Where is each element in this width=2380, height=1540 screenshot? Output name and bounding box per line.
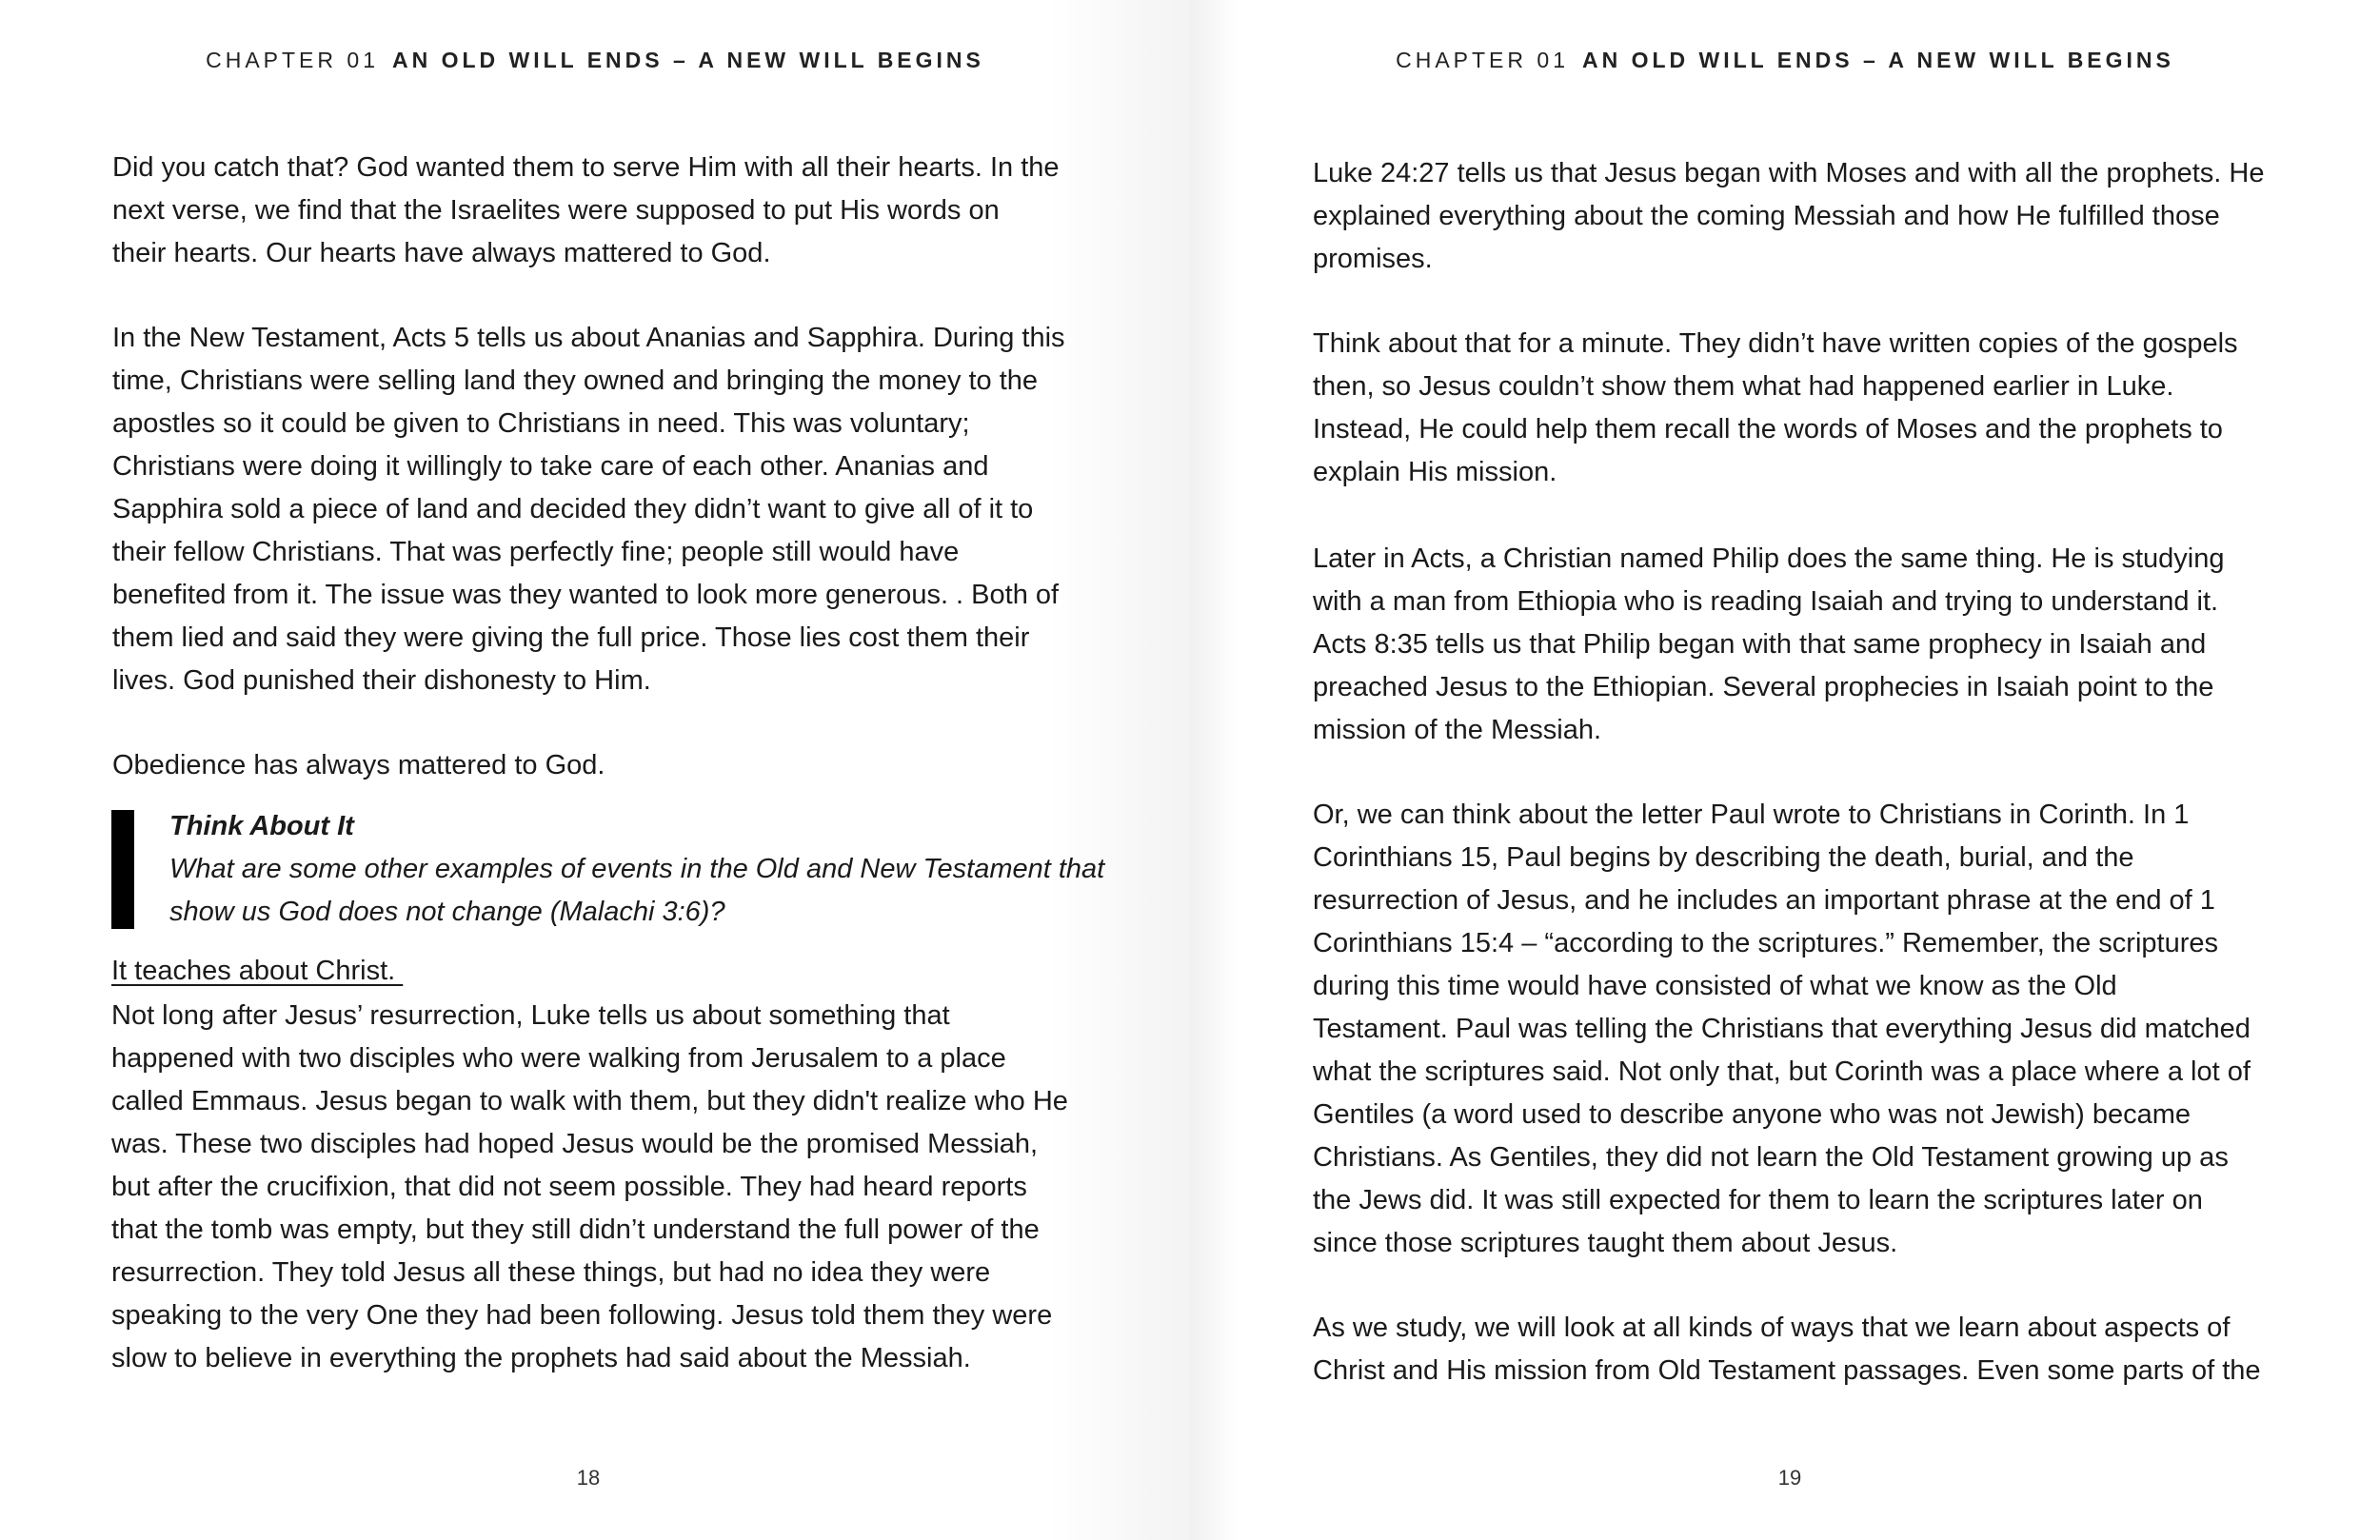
text-line: Sapphira sold a piece of land and decided they didn’t want to give all of it to [112,494,1034,524]
right-page [1190,0,2380,1540]
text-line: during this time would have consisted of what we know as the Old [1313,971,2117,1001]
text-line: Think about that for a minute. They didn’t have written copies of the gospels [1313,328,2238,359]
callout-title: Think About It [169,811,354,841]
text-line: what the scriptures said. Not only that, but Corinth was a place where a lot of [1313,1056,2251,1087]
text-line: resurrection. They told Jesus all these things, but had no idea they were [111,1257,991,1288]
running-header [1190,48,2380,73]
chapter-label: CHAPTER 01 [206,48,379,72]
text-line: lives. God punished their dishonesty to Him. [112,665,651,696]
text-line: promises. [1313,244,1433,274]
text-line: Instead, He could help them recall the words of Moses and the prophets to [1313,414,2223,444]
text-line: As we study, we will look at all kinds of ways that we learn about aspects of [1313,1313,2231,1343]
text-line: explain His mission. [1313,457,1557,487]
text-line: show us God does not change (Malachi 3:6)? [169,897,725,927]
section-subheading: It teaches about Christ. [111,956,404,986]
text-line: Did you catch that? God wanted them to serve Him with all their hearts. In the [112,152,1060,183]
text-line: In the New Testament, Acts 5 tells us about Ananias and Sapphira. During this [112,323,1065,353]
text-line: that the tomb was empty, but they still didn’t understand the full power of the [111,1214,1040,1245]
text-line: them lied and said they were giving the full price. Those lies cost them their [112,622,1030,653]
text-line: their hearts. Our hearts have always mattered to God. [112,238,771,268]
text-line: explained everything about the coming Messiah and how He fulfilled those [1313,201,2220,231]
text-line: benefited from it. The issue was they wanted to look more generous. . Both of [112,580,1060,610]
text-line: mission of the Messiah. [1313,715,1602,745]
text-line: Not long after Jesus’ resurrection, Luke tells us about something that [111,1000,950,1031]
text-line: next verse, we find that the Israelites were supposed to put His words on [112,195,1000,226]
text-line: Christ and His mission from Old Testament passages. Even some parts of the [1313,1355,2261,1386]
text-line: resurrection of Jesus, and he includes an important phrase at the end of 1 [1313,885,2215,916]
paragraph [1313,794,2251,1265]
text-line: slow to believe in everything the prophets had said about the Messiah. [111,1343,971,1373]
text-line: their fellow Christians. That was perfectly fine; people still would have [112,537,960,567]
callout-bar [111,810,134,929]
text-line: What are some other examples of events in the Old and New Testament that [169,854,1105,884]
text-line: time, Christians were selling land they owned and bringing the money to the [112,365,1039,396]
text-line: Later in Acts, a Christian named Philip does the same thing. He is studying [1313,543,2225,574]
text-line: Gentiles (a word used to describe anyone who was not Jewish) became [1313,1099,2192,1130]
paragraph [112,317,1065,702]
text-line: Luke 24:27 tells us that Jesus began with Moses and with all the prophets. He [1313,158,2265,188]
paragraph [111,995,1068,1380]
paragraph [1313,323,2238,494]
text-line: called Emmaus. Jesus began to walk with them, but they didn't realize who He [111,1086,1068,1116]
paragraph [1313,152,2264,281]
text-line: Or, we can think about the letter Paul wrote to Christians in Corinth. In 1 [1313,800,2190,830]
text-line: Christians. As Gentiles, they did not learn the Old Testament growing up as [1313,1142,2229,1173]
text-line: with a man from Ethiopia who is reading Isaiah and trying to understand it. [1313,586,2219,617]
text-line: Corinthians 15:4 – “according to the scriptures.” Remember, the scriptures [1313,928,2218,958]
page-number: 19 [1777,1466,1802,1490]
chapter-label: CHAPTER 01 [1396,48,1569,72]
text-line: then, so Jesus couldn’t show them what had happened earlier in Luke. [1313,371,2174,402]
chapter-title: AN OLD WILL ENDS – A NEW WILL BEGINS [1581,48,2174,72]
text-line: was. These two disciples had hoped Jesus would be the promised Messiah, [111,1129,1039,1159]
callout-text [169,848,1104,934]
paragraph [1313,538,2225,752]
text-line: speaking to the very One they had been following. Jesus told them they were [111,1300,1053,1331]
paragraph [1313,1307,2261,1392]
paragraph [112,744,605,787]
think-about-it-callout [169,805,1104,934]
text-line: Acts 8:35 tells us that Philip began with that same prophecy in Isaiah and [1313,629,2207,660]
text-line: the Jews did. It was still expected for them to learn the scriptures later on [1313,1185,2203,1215]
text-line: Corinthians 15, Paul begins by describing the death, burial, and the [1313,842,2134,873]
running-header [0,48,1190,73]
chapter-title: AN OLD WILL ENDS – A NEW WILL BEGINS [391,48,984,72]
text-line: preached Jesus to the Ethiopian. Several prophecies in Isaiah point to the [1313,672,2214,702]
text-line: since those scriptures taught them about Jesus. [1313,1228,1898,1258]
text-line: Testament. Paul was telling the Christians that everything Jesus did matched [1313,1014,2251,1044]
paragraph [112,147,1060,275]
text-line: but after the crucifixion, that did not seem possible. They had heard reports [111,1172,1027,1202]
text-line: happened with two disciples who were walking from Jerusalem to a place [111,1043,1006,1074]
text-line: Christians were doing it willingly to take care of each other. Ananias and [112,451,989,482]
page-number: 18 [576,1466,601,1490]
text-line: Obedience has always mattered to God. [112,750,605,780]
text-line: apostles so it could be given to Christians in need. This was voluntary; [112,408,970,439]
